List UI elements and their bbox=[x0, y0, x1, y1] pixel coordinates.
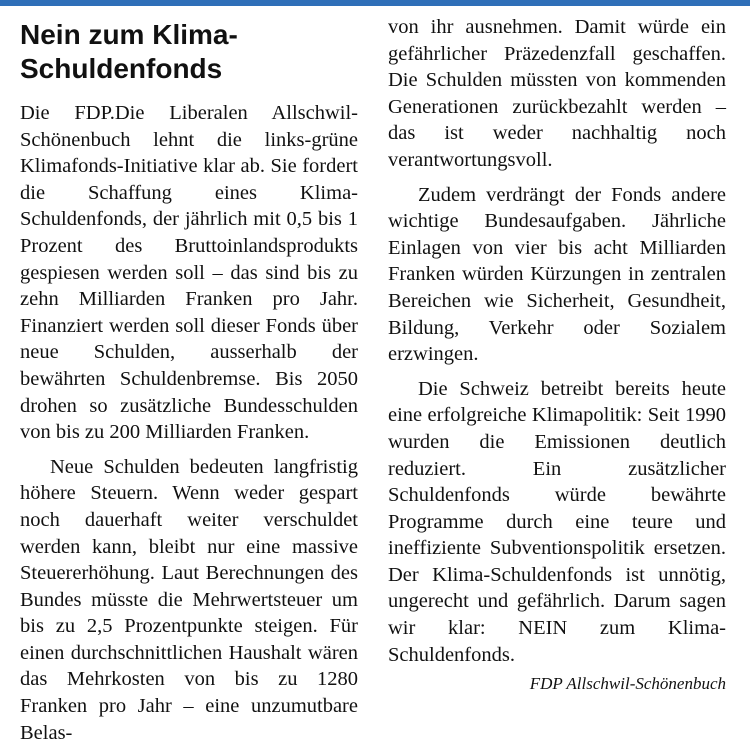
article-byline: FDP Allschwil-Schönenbuch bbox=[529, 674, 726, 694]
paragraph-taxes: Neue Schulden bedeuten langfristig höhere Steuern. Wenn weder gespart noch dauerhaft weiter verschuldet werden kann, bleibt nur eine massive Steuererhöhung. Laut Berechnungen des Bundes müsste die Mehrwertsteuer um bis zu 2,5 Prozentpunkte steigen. Für einen durchschnittlichen Haushalt wären das Mehrkosten von bis zu 1280 Franken pro Jahr – eine unzumutbare Belas- bbox=[20, 455, 358, 744]
paragraph-federal-tasks: Zudem verdrängt der Fonds andere wichtige Bundesaufgaben. Jährliche Einlagen von vier bis acht Milliarden Franken würden Kürzungen in zentralen Bereichen wie Sicherheit, Gesundheit, Bildung, Verkehr oder Sozialem erzwingen. bbox=[388, 183, 726, 366]
headline-line-1: Nein zum Klima- bbox=[20, 19, 238, 50]
paragraph-intro: Die FDP.Die Liberalen Allschwil-Schönenbuch lehnt die links-grüne Klimafonds-Initiative klar ab. Sie fordert die Schaffung eines Klima-Schuldenfonds, der jährlich mit 0,5 bis 1 Prozent des Bruttoinlandsprodukts gespiesen werden soll – das sind bis zu zehn Milliarden Franken pro Jahr. Finanziert werden soll dieser Fonds über neue Schulden, ausserhalb der bewährten Schuldenbremse. Bis 2050 drohen so zusätzliche Bundesschulden von bis zu 200 Milliarden Franken. bbox=[20, 102, 358, 444]
headline-line-2: Schuldenfonds bbox=[20, 53, 223, 84]
paragraph-taxes-continued: von ihr ausnehmen. Damit würde ein gefährlicher Präzedenzfall geschaffen. Die Schulden müssten von kommenden Generationen zurückbezahlt werden – das ist weder nachhaltig noch verantwortungsvoll. bbox=[388, 16, 726, 171]
article-column-left bbox=[20, 6, 358, 746]
article-column-right bbox=[388, 14, 726, 696]
paragraph-climate-policy: Die Schweiz betreibt bereits heute eine erfolgreiche Klimapolitik: Seit 1990 wurden die Emissionen deutlich reduziert. Ein zusätzlicher Schuldenfonds würde bewährte Programme durch eine teure und ineffiziente Subventionspolitik ersetzen. Der Klima-Schuldenfonds ist unnötig, ungerecht und gefährlich. Darum sagen wir klar: NEIN zum Klima-Schuldenfonds. bbox=[388, 377, 726, 666]
article-headline bbox=[20, 18, 358, 86]
